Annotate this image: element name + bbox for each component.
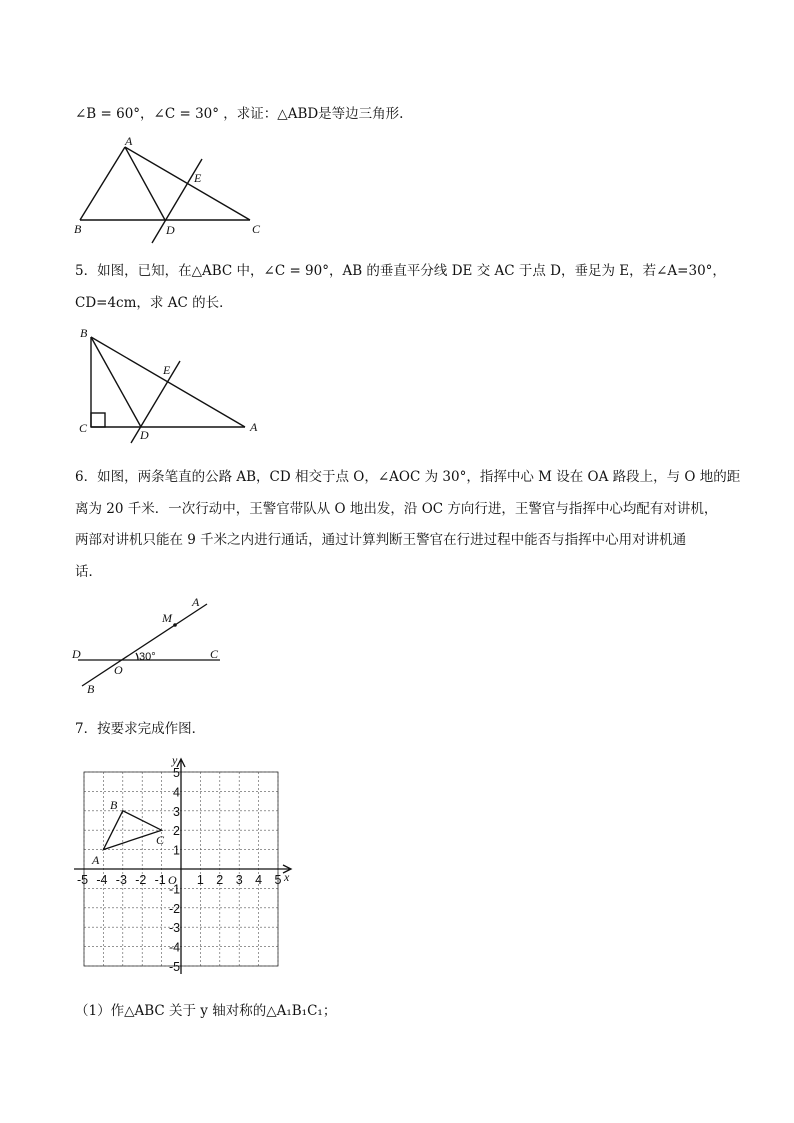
q5-label-d: D [140,428,149,442]
q7-title: 7．按要求完成作图． [75,721,206,737]
q6-label-o: O [114,663,123,677]
q5-label-a: A [250,420,258,434]
q5-right-angle-mark [91,413,105,427]
q7-point-b-label: B [110,798,118,812]
q7-y-label: y [172,753,178,767]
q6-label-d: D [72,647,81,661]
q5-label-e: E [163,363,171,377]
q6-line-1: 6．如图，两条笔直的公路 AB，CD 相交于点 O，∠AOC 为 30°，指挥中心 M 设在 OA 路段上，与 O 地的距 [75,469,741,485]
q4-side-ab [80,147,125,220]
q7-sub-question-1: （1）作△ABC 关于 y 轴对称的△A₁B₁C₁； [75,1003,337,1019]
q4-label-e: E [194,171,202,185]
q4-label-c: C [252,222,261,236]
q6-label-m: M [162,611,172,625]
q7-origin-label: O [168,873,177,887]
q7-y-tick-label: -2 [169,901,181,916]
q4-label-d: D [166,223,175,237]
q7-y-tick-label: -4 [169,940,181,955]
q7-x-tick-label: 4 [255,873,263,887]
q7-y-tick-label: -1 [169,882,181,897]
q7-y-tick-label: 5 [173,766,180,780]
q7-x-tick-label: -2 [135,873,147,887]
q7-y-tick-label: -3 [169,921,181,936]
q7-x-tick-label: -1 [154,873,166,887]
q7-x-tick-label: 5 [274,873,282,887]
q4-triangle-figure [70,135,270,245]
q5-label-b: B [80,326,88,340]
q7-y-tick-label: 2 [173,824,180,839]
q7-coordinate-grid [70,752,310,974]
q4-condition-text: ∠B = 60°，∠C = 30° ，求证：△ABD是等边三角形. [75,106,404,122]
q4-label-a: A [125,135,133,148]
q6-angle-label: 30° [139,651,156,663]
q7-point-c-label: C [156,833,165,847]
q7-y-tick-label: 1 [173,843,180,858]
q7-x-tick-label: 2 [216,873,224,887]
q6-label-a: A [192,595,200,609]
q4-label-b: B [74,222,82,236]
q7-x-tick-label: -4 [96,873,108,887]
q7-x-tick-label: -3 [115,873,127,887]
q7-y-tick-label: -5 [169,960,181,974]
q5-label-c: C [79,421,88,435]
q6-line-3: 两部对讲机只能在 9 千米之内进行通话，通过计算判断王警官在行进过程中能否与指挥中心用对讲机通 [75,532,687,548]
q6-label-b: B [87,682,95,696]
q7-x-tick-label: 1 [196,873,204,887]
q7-y-tick-label: 3 [173,804,180,819]
q6-label-c: C [210,647,219,661]
q5-bisector-line [131,361,180,443]
q5-triangle-figure [75,325,275,445]
q7-y-tick-label: 4 [173,785,180,800]
q6-road-ab [82,604,207,686]
q7-point-a-label: A [92,853,100,867]
q6-line-4: 话． [75,564,102,580]
q5-line-2: CD=4cm，求 AC 的长． [75,295,233,311]
q7-x-label: x [284,870,290,884]
q6-point-m [173,623,177,627]
q6-line-2: 离为 20 千米．一次行动中，王警官带队从 O 地出发，沿 OC 方向行进，王警官与指挥中心均配有对讲机， [75,501,718,517]
q6-roads-figure [70,590,240,700]
q7-x-tick-label: 3 [235,873,243,887]
q6-angle-arc [136,653,138,660]
q7-x-tick-label: -5 [77,873,89,887]
q5-line-1: 5．如图，已知，在△ABC 中，∠C = 90°，AB 的垂直平分线 DE 交 AC 于点 D，垂足为 E，若∠A=30°， [75,263,726,279]
